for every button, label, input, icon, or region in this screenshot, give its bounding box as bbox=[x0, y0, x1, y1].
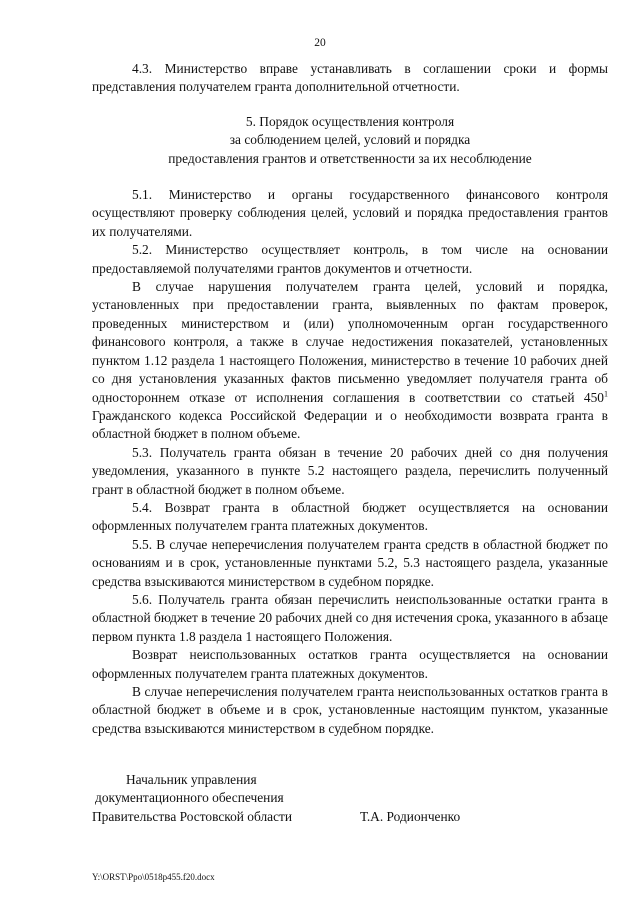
page-number: 20 bbox=[314, 37, 326, 49]
paragraph-5-6: 5.6. Получатель гранта обязан перечислить неиспользованные остатки гранта в областной бюджет в течение 20 рабочих дней со дня истечения срока, указанного в абзаце первом пункта 1.8 раздела 1 настоящего Положения. bbox=[92, 591, 608, 644]
signatory-name: Т.А. Родионченко bbox=[360, 808, 461, 824]
signature-position-line-3: Правительства Ростовской области bbox=[92, 808, 293, 824]
signature-block bbox=[92, 771, 608, 826]
paragraph-violation-text-after: Гражданского кодекса Российской Федерации и о необходимости возврата гранта в областной бюджет в полном объеме. bbox=[92, 407, 608, 442]
signature-position-line-1: Начальник управления bbox=[126, 772, 257, 787]
paragraph-4-3: 4.3. Министерство вправе устанавливать в соглашении сроки и формы представления получателем гранта дополнительной отчетности. bbox=[92, 61, 608, 95]
section-title bbox=[92, 113, 608, 168]
section-title-line-3: предоставления грантов и ответственности за их несоблюдение bbox=[168, 150, 532, 166]
paragraph-5-2: 5.2. Министерство осуществляет контроль, в том числе на основании предоставляемой получателями грантов документов и отчетности. bbox=[92, 242, 608, 276]
article-superscript: 1 bbox=[604, 389, 608, 399]
section-title-line-2: за соблюдением целей, условий и порядка bbox=[229, 132, 471, 148]
paragraph-return: Возврат неиспользованных остатков гранта осуществляется на основании оформленных получателем гранта платежных документов. bbox=[92, 647, 608, 681]
footer-file-path: Y:\ORST\Ppo\0518p455.f20.docx bbox=[92, 872, 215, 882]
paragraph-5-1: 5.1. Министерство и органы государственного финансового контроля осуществляют проверку соблюдения целей, условий и порядка предоставления грантов их получателями. bbox=[92, 187, 608, 239]
paragraph-violation-text-before: В случае нарушения получателем гранта целей, условий и порядка, установленных при предоставлении гранта, выявленных по фактам проверок, проведенных министерством и (или) уполномоченным орган государственного финансового контроля, а также в случае недостижения показателей, установленных пунктом 1.12 раздела 1 настоящего Положения, министерство в течение 10 рабочих дней со дня установления указанных фактов письменно уведомляет получателя гранта об одностороннем отказе от исполнения соглашения в соответствии со статьей 450 bbox=[92, 279, 608, 405]
paragraph-5-3: 5.3. Получатель гранта обязан в течение 20 рабочих дней со дня получения уведомления, указанного в пункте 5.2 настоящего раздела, перечислить полученный грант в областной бюджет в полном объеме. bbox=[92, 444, 608, 497]
section-title-line-1: 5. Порядок осуществления контроля bbox=[245, 113, 455, 129]
paragraph-violation bbox=[92, 278, 608, 444]
paragraph-non-transfer: В случае неперечисления получателем гранта неиспользованных остатков гранта в областной бюджет в объеме и в срок, установленные настоящим пунктом, указанные средства взыскиваются министерством в судебном порядке. bbox=[92, 684, 608, 736]
signature-position-line-2: документационного обеспечения bbox=[95, 790, 284, 806]
paragraph-5-4: 5.4. Возврат гранта в областной бюджет осуществляется на основании оформленных получателем гранта платежных документов. bbox=[92, 499, 608, 534]
document-body bbox=[92, 60, 608, 738]
paragraph-5-5: 5.5. В случае неперечисления получателем гранта средств в областной бюджет по основаниям и в срок, установленные пунктами 5.2, 5.3 настоящего раздела, указанные средства взыскиваются министерством в судебном порядке. bbox=[92, 536, 608, 589]
